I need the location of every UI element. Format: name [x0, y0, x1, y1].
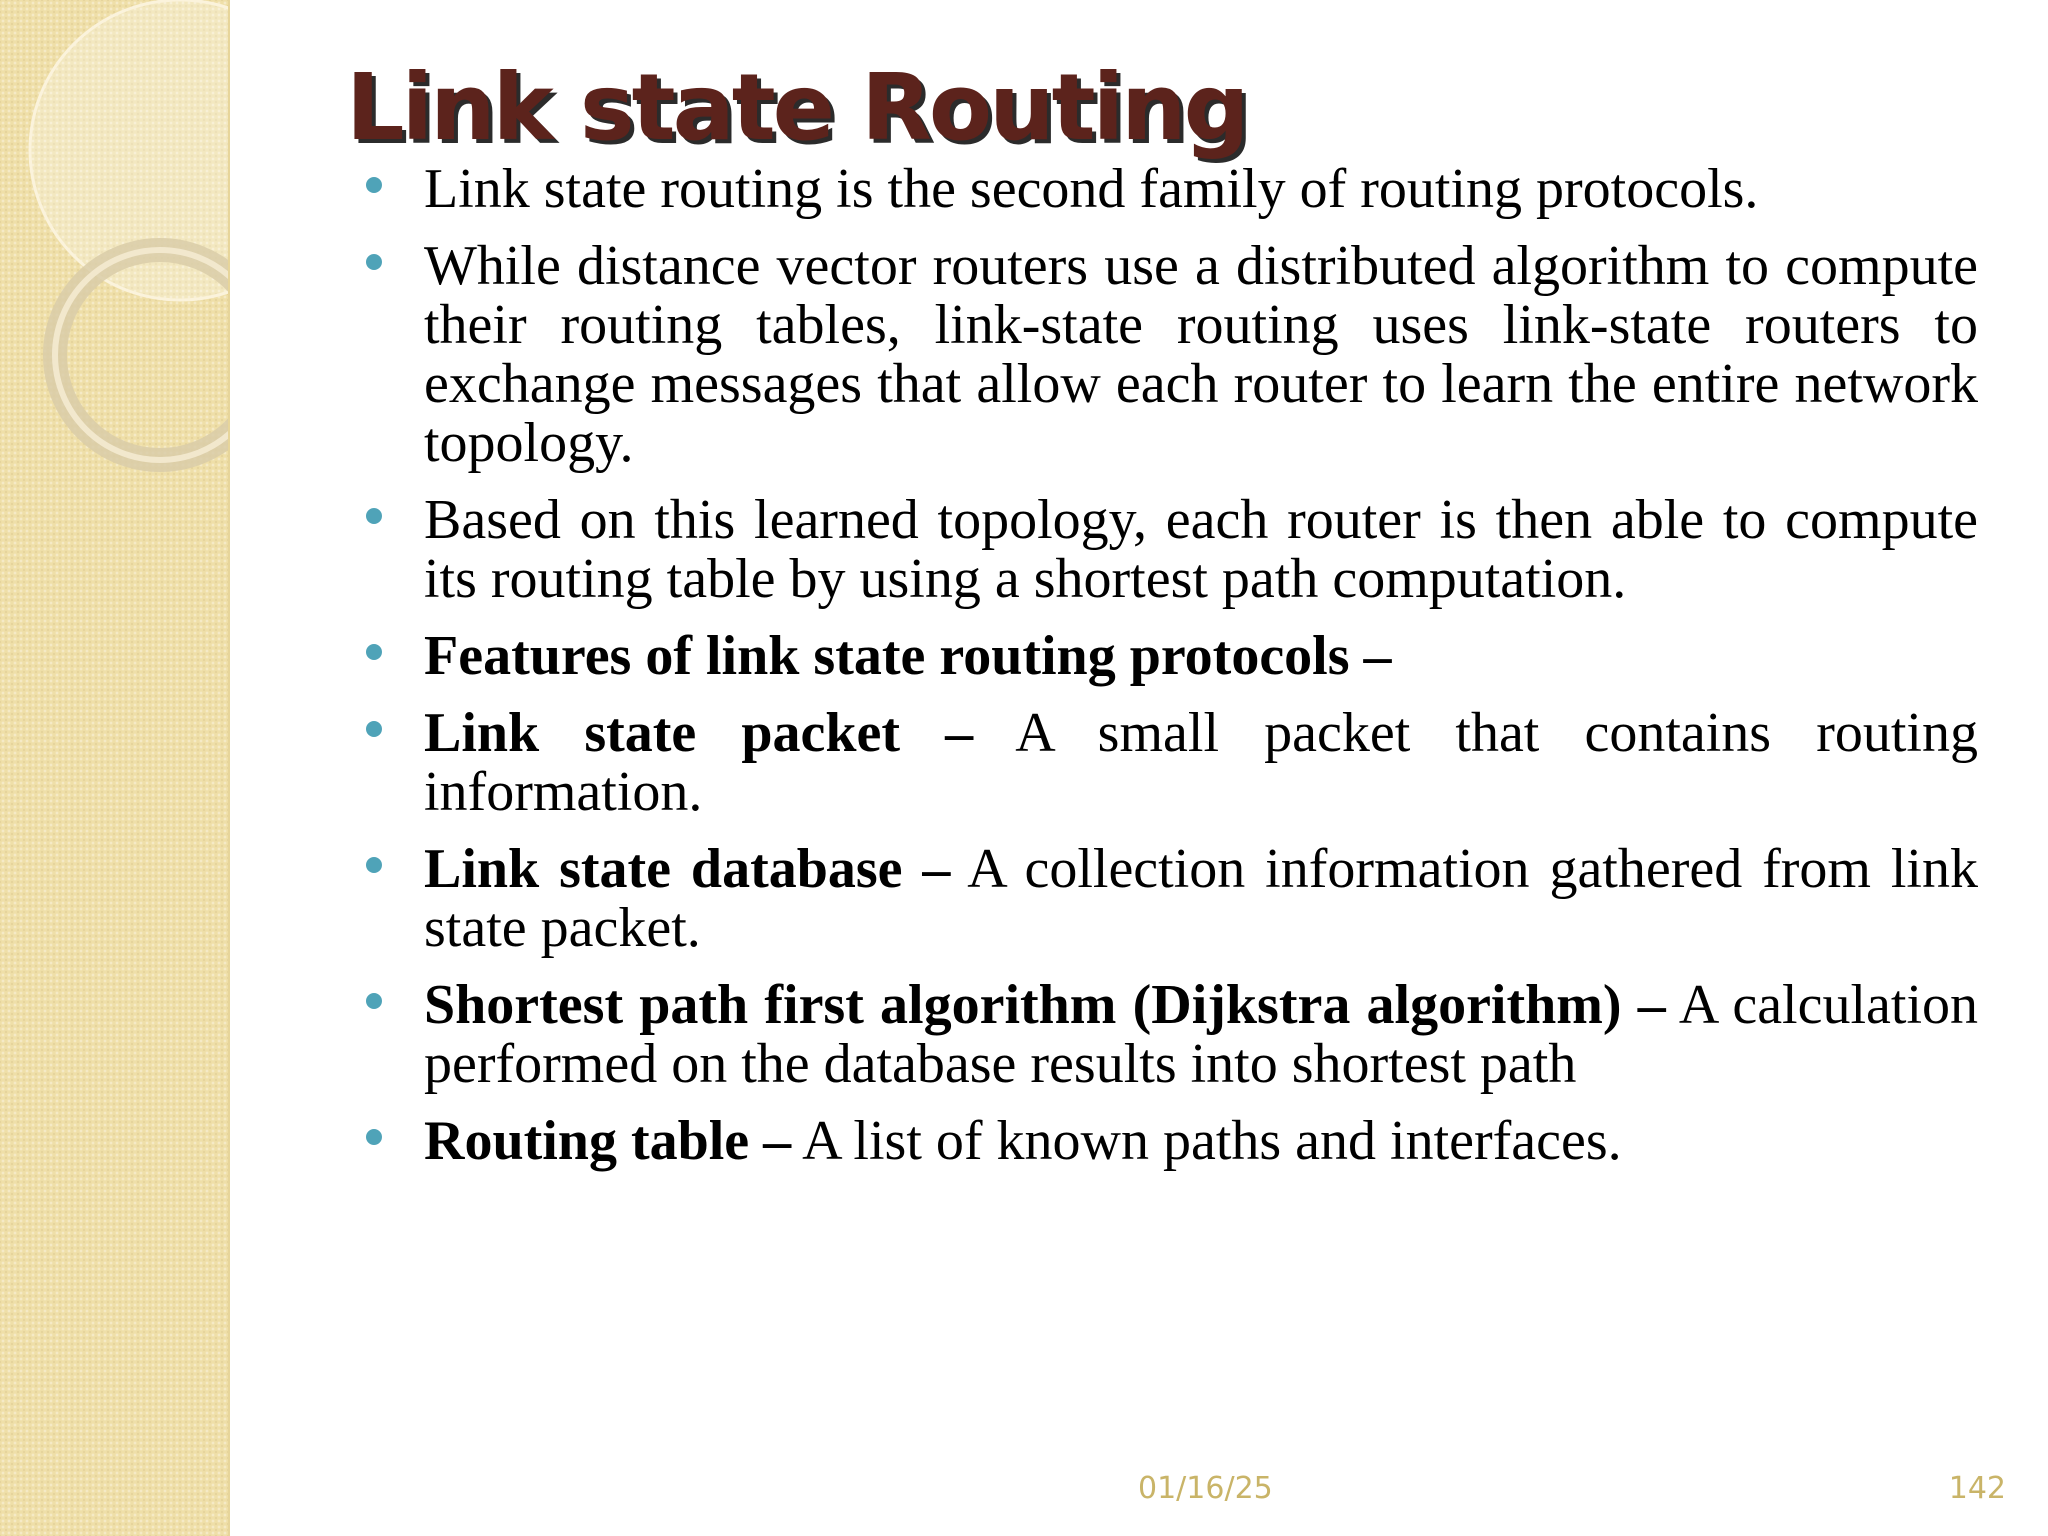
- bullet-bold-text: Routing table –: [424, 1110, 792, 1172]
- bullet-item: [352, 627, 1978, 686]
- bullet-text: A collection information gathered from link state packet.: [424, 838, 1978, 959]
- bullet-bold-text: Link state packet –: [424, 702, 974, 764]
- bullet-bold-text: Features of link state routing protocols –: [424, 625, 1392, 687]
- bullet-list: [352, 160, 1978, 1189]
- bullet-item: [352, 840, 1978, 958]
- bullet-text: Based on this learned topology, each router is then able to compute its routing table by using a shortest path computation.: [424, 489, 1978, 610]
- bullet-text: A small packet that contains routing information.: [424, 702, 1978, 823]
- bullet-item: [352, 491, 1978, 609]
- decorative-sidebar: [0, 0, 230, 1536]
- bullet-item: [352, 1112, 1978, 1171]
- bullet-text: A calculation performed on the database results into shortest path: [424, 974, 1978, 1095]
- bullet-text: A list of known paths and interfaces.: [791, 1110, 1622, 1172]
- bullet-text: While distance vector routers use a distributed algorithm to compute their routing tables, link-state routing uses link-state routers to exchange messages that allow each router to learn the entire network topology.: [424, 235, 1978, 474]
- page-number: 142: [1948, 1471, 2006, 1506]
- slide-title: Link state Routing: [346, 54, 1247, 161]
- bullet-bold-text: Shortest path first algorithm (Dijkstra algorithm) –: [424, 974, 1666, 1036]
- footer-date: 01/16/25: [1138, 1471, 1273, 1506]
- bullet-text: Link state routing is the second family of routing protocols.: [424, 158, 1759, 220]
- bullet-item: [352, 976, 1978, 1094]
- bullet-item: [352, 160, 1978, 219]
- bullet-bold-text: Link state database –: [424, 838, 951, 900]
- decorative-rings: [0, 0, 228, 1536]
- bullet-item: [352, 704, 1978, 822]
- bullet-item: [352, 237, 1978, 473]
